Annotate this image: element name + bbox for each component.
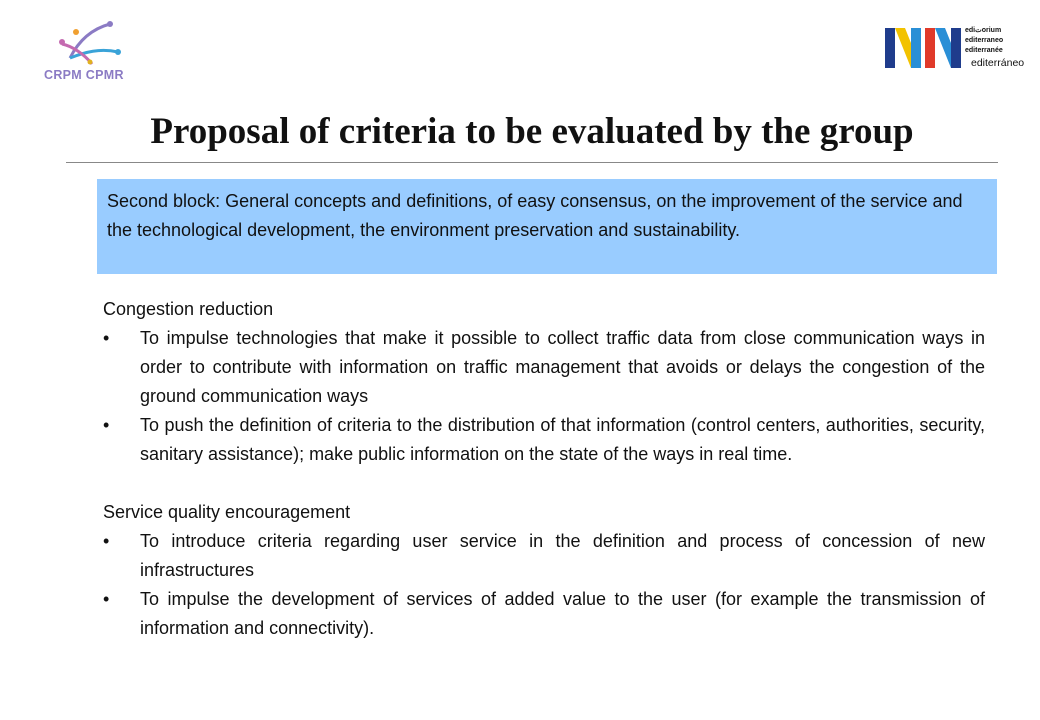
list-item-text: To push the definition of criteria to the distribution of that information (control centers, authorities, security, sanitary assistance); make public information on the state of the ways in real time. bbox=[140, 415, 985, 464]
list-item bbox=[103, 411, 985, 469]
list-item bbox=[103, 585, 985, 643]
list-item-text: To impulse the development of services of added value to the user (for example the transmission of information and connectivity). bbox=[140, 589, 985, 638]
mediterraneo-logo-lines bbox=[965, 26, 1003, 56]
crpm-logo-caption: CRPM CPMR bbox=[44, 68, 124, 82]
bullet-marker: • bbox=[103, 328, 110, 348]
section-congestion bbox=[103, 295, 985, 469]
list-item bbox=[103, 527, 985, 585]
bullet-marker: • bbox=[103, 589, 110, 609]
list-item-text: To impulse technologies that make it possible to collect traffic data from close communication ways in order to contribute with information on traffic management that avoids or delays the congestion of the ground communication ways bbox=[140, 328, 985, 406]
crpm-emblem-icon bbox=[40, 18, 150, 68]
crpm-logo bbox=[40, 18, 150, 88]
section-heading: Congestion reduction bbox=[103, 299, 274, 319]
mediterraneo-logo bbox=[885, 24, 1025, 72]
section-spacer bbox=[103, 469, 985, 498]
bullet-marker: • bbox=[103, 415, 110, 435]
list-item bbox=[103, 324, 985, 411]
title-divider bbox=[66, 162, 998, 163]
section-service-quality bbox=[103, 498, 985, 643]
bullet-marker: • bbox=[103, 531, 110, 551]
section-heading: Service quality encouragement bbox=[103, 502, 351, 522]
bullet-list bbox=[103, 527, 985, 643]
list-item-text: To introduce criteria regarding user service in the definition and process of concession of new infrastructures bbox=[140, 531, 985, 580]
logo-line: ediتorium bbox=[965, 27, 1002, 34]
page-title: Proposal of criteria to be evaluated by the group bbox=[150, 111, 914, 152]
mm-emblem-icon bbox=[885, 24, 967, 70]
logo-line: editerranée bbox=[965, 47, 1003, 54]
mediterraneo-word: editerráneo bbox=[971, 57, 1025, 69]
bullet-list bbox=[103, 324, 985, 469]
logo-line: editerraneo bbox=[965, 37, 1004, 44]
second-block-callout: Second block: General concepts and definitions, of easy consensus, on the improvement of the service and the technological development, the environment preservation and sustainability. bbox=[97, 179, 997, 274]
criteria-content bbox=[103, 295, 985, 643]
